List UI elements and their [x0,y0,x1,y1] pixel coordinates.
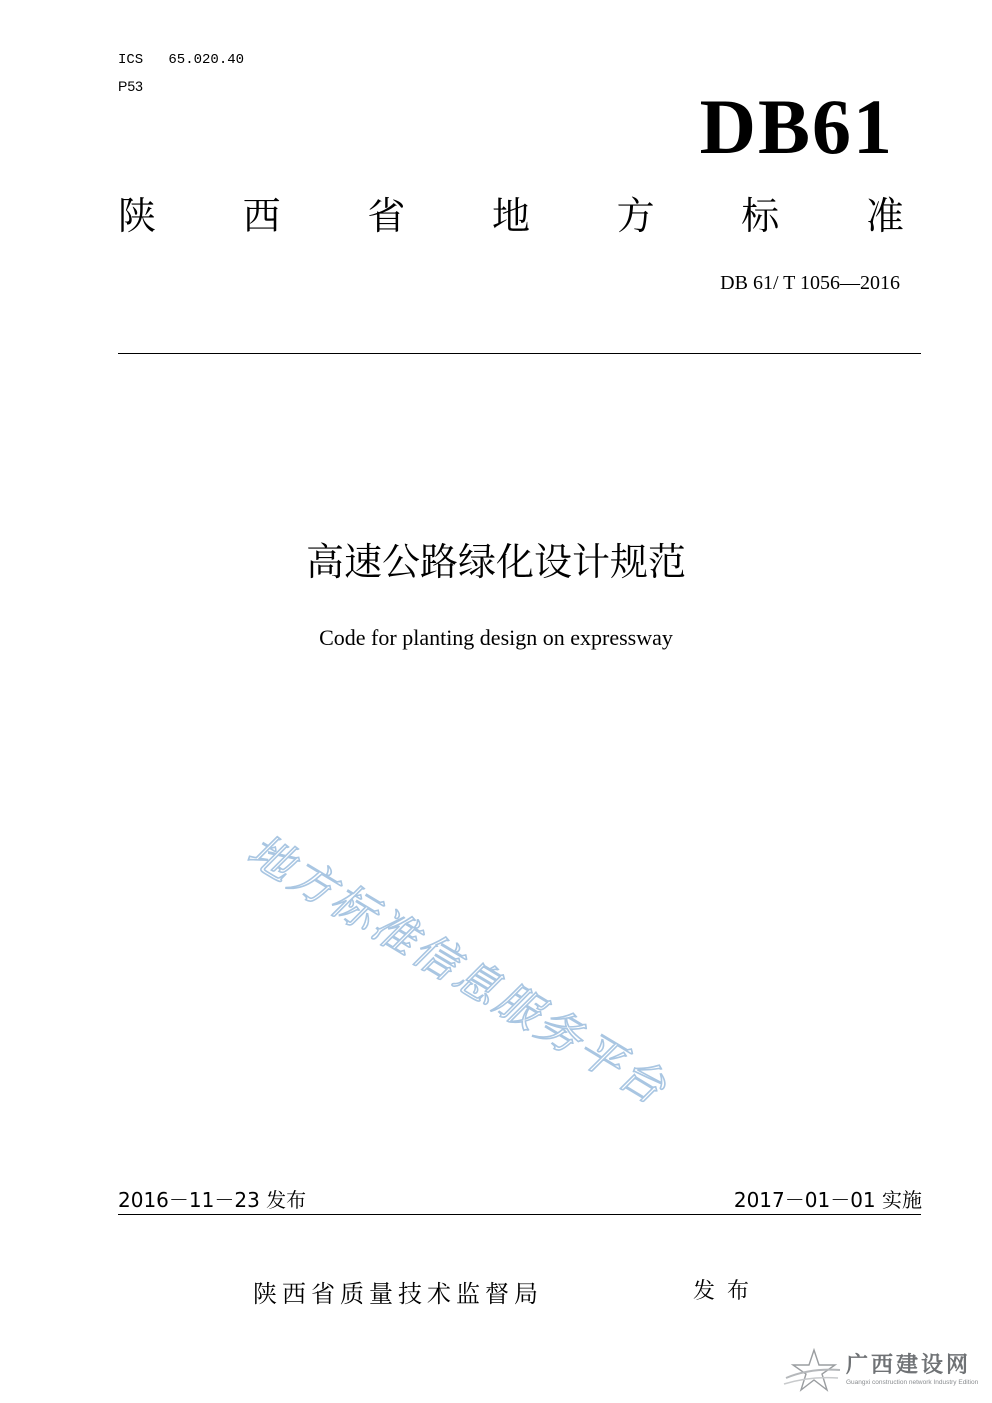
watermark-text: 地方标准信息服务平台 [239,824,677,1116]
site-subtitle: Guangxi construction network Industry Edition [846,1379,979,1386]
site-name: 广西建设网 [846,1352,972,1378]
issue-date: 2016－11－23 发布 [118,1188,307,1212]
standard-type-char: 标 [741,194,780,238]
implementation-date: 2017－01－01 实施 [733,1188,922,1212]
standard-type-char: 西 [242,194,281,238]
document-title-chinese: 高速公路绿化设计规范 [305,540,686,584]
standard-type-char: 省 [367,194,406,238]
star-logo-icon [780,1348,844,1394]
ics-code: ICS 65.020.40 [118,52,245,68]
issuing-authority: 陕西省质量技术监督局 [253,1280,543,1308]
watermark [239,822,815,1116]
standard-type-char: 地 [491,194,530,238]
standard-type-heading [118,192,904,240]
document-title-english: Code for planting design on expressway [319,625,673,650]
site-logo[interactable] [780,1348,980,1398]
standard-type-char: 陕 [118,194,157,238]
standard-number: DB 61/ T 1056—2016 [720,272,900,294]
classification-code: P53 [118,78,143,94]
top-divider [118,353,921,354]
standard-type-char: 准 [865,194,904,238]
watermark-graphic [239,822,815,1162]
standard-type-char: 方 [616,194,655,238]
publish-label: 发布 [693,1279,762,1304]
bottom-divider [118,1214,921,1215]
db61-logo: DB61 [699,83,894,170]
